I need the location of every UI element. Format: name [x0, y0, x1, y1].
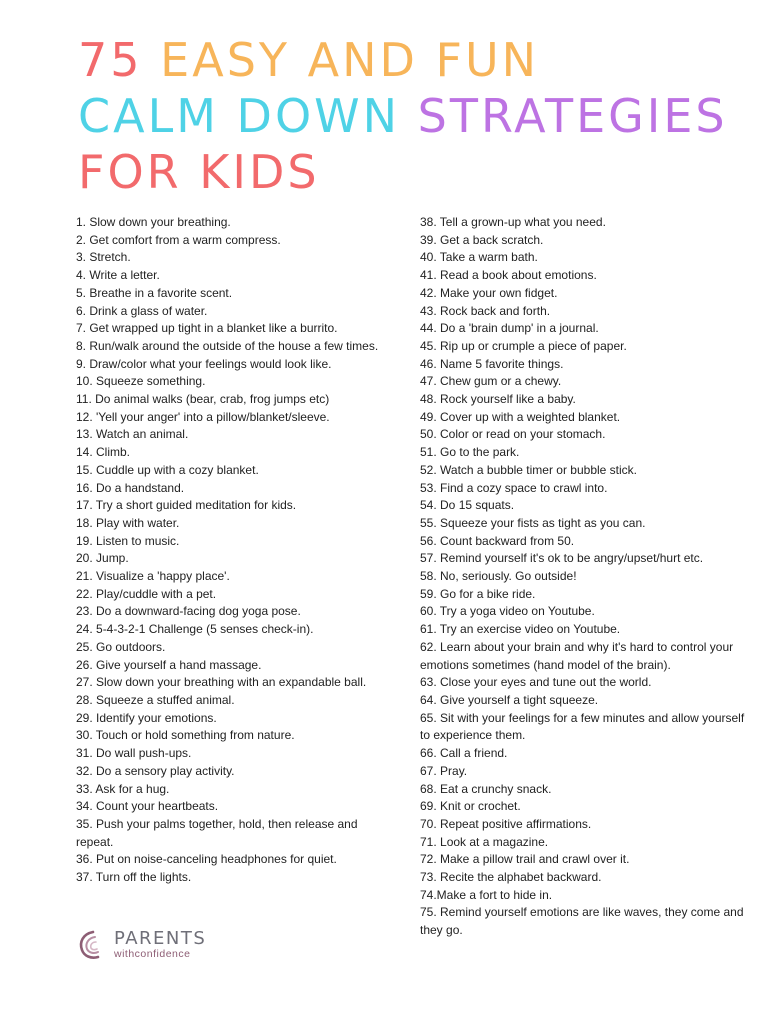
- strategy-item: 47. Chew gum or a chewy.: [420, 374, 562, 389]
- page-title: [78, 32, 728, 200]
- strategy-item: 52. Watch a bubble timer or bubble stick.: [420, 462, 637, 477]
- strategy-item: 70. Repeat positive affirmations.: [420, 816, 592, 831]
- strategy-item: 18. Play with water.: [76, 515, 180, 530]
- strategy-item: 22. Play/cuddle with a pet.: [76, 586, 217, 601]
- strategy-item: 51. Go to the park.: [420, 445, 520, 460]
- strategy-item: 61. Try an exercise video on Youtube.: [420, 622, 621, 637]
- strategy-item: 30. Touch or hold something from nature.: [76, 728, 295, 743]
- strategy-item: 57. Remind yourself it's ok to be angry/upset/hurt etc.: [420, 551, 704, 566]
- strategy-item: 45. Rip up or crumple a piece of paper.: [420, 338, 627, 353]
- strategy-item: 31. Do wall push-ups.: [76, 746, 192, 761]
- title-number: 75: [78, 33, 143, 87]
- strategy-item: 34. Count your heartbeats.: [76, 799, 219, 814]
- strategy-item: 16. Do a handstand.: [76, 480, 185, 495]
- strategy-item: 63. Close your eyes and tune out the world.: [420, 675, 652, 690]
- strategy-item: 43. Rock back and forth.: [420, 303, 551, 318]
- strategy-item: 67. Pray.: [420, 763, 468, 778]
- strategy-item: 56. Count backward from 50.: [420, 533, 575, 548]
- strategy-item: 41. Read a book about emotions.: [420, 268, 597, 283]
- strategy-item: 38. Tell a grown-up what you need.: [420, 215, 606, 229]
- strategy-item: 64. Give yourself a tight squeeze.: [420, 692, 599, 707]
- strategy-item: 4. Write a letter.: [76, 268, 160, 283]
- strategy-list-left: [76, 214, 394, 887]
- strategy-item: 54. Do 15 squats.: [420, 498, 515, 513]
- strategy-item: 9. Draw/color what your feelings would look like.: [76, 356, 332, 371]
- strategy-item: 20. Jump.: [76, 551, 129, 566]
- strategy-item: 50. Color or read on your stomach.: [420, 427, 606, 442]
- title-strategies: STRATEGIES: [417, 89, 728, 143]
- title-line-2: [78, 88, 728, 144]
- strategy-item: 8. Run/walk around the outside of the house a few times.: [76, 338, 379, 353]
- strategy-item: 23. Do a downward-facing dog yoga pose.: [76, 604, 301, 619]
- parents-logo-swirl-icon: [76, 928, 106, 962]
- strategy-item: 29. Identify your emotions.: [76, 710, 217, 725]
- strategy-item: 15. Cuddle up with a cozy blanket.: [76, 462, 259, 477]
- strategy-item: 55. Squeeze your fists as tight as you can.: [420, 515, 646, 530]
- strategy-item: 33. Ask for a hug.: [76, 781, 170, 796]
- strategy-item: 74.Make a fort to hide in.: [420, 887, 553, 902]
- strategy-item: 25. Go outdoors.: [76, 639, 166, 654]
- parents-with-confidence-logo: [76, 928, 206, 962]
- strategy-item: 24. 5-4-3-2-1 Challenge (5 senses check-in).: [76, 622, 314, 637]
- strategy-item: 32. Do a sensory play activity.: [76, 763, 235, 778]
- strategy-item: 49. Cover up with a weighted blanket.: [420, 409, 621, 424]
- strategy-item: 11. Do animal walks (bear, crab, frog jumps etc): [76, 392, 330, 407]
- strategy-item: 14. Climb.: [76, 445, 131, 460]
- strategy-item: 66. Call a friend.: [420, 746, 508, 761]
- strategy-item: 68. Eat a crunchy snack.: [420, 781, 552, 796]
- strategy-item: 19. Listen to music.: [76, 533, 180, 548]
- title-line-1: [78, 32, 728, 88]
- strategy-item: 27. Slow down your breathing with an expandable ball.: [76, 675, 367, 690]
- strategy-item: 10. Squeeze something.: [76, 374, 206, 389]
- strategy-item: 65. Sit with your feelings for a few minutes and allow yourself to experience them.: [420, 710, 745, 743]
- strategy-item: 39. Get a back scratch.: [420, 232, 544, 247]
- strategy-item: 2. Get comfort from a warm compress.: [76, 232, 281, 247]
- strategy-item: 1. Slow down your breathing.: [76, 215, 231, 229]
- strategy-item: 62. Learn about your brain and why it's hard to control your emotions sometimes (hand model of the brain).: [420, 639, 734, 672]
- logo-tagline-text: withconfidence: [114, 948, 191, 960]
- strategy-item: 36. Put on noise-canceling headphones for quiet.: [76, 852, 337, 867]
- strategy-item: 73. Recite the alphabet backward.: [420, 870, 602, 885]
- logo-brand-text: PARENTS: [114, 928, 207, 949]
- title-calm-down: CALM DOWN: [78, 89, 401, 143]
- strategy-item: 53. Find a cozy space to crawl into.: [420, 480, 608, 495]
- strategy-item: 26. Give yourself a hand massage.: [76, 657, 262, 672]
- strategy-item: 42. Make your own fidget.: [420, 285, 558, 300]
- strategy-item: 17. Try a short guided meditation for kids.: [76, 498, 297, 513]
- strategy-item: 71. Look at a magazine.: [420, 834, 549, 849]
- strategy-item: 46. Name 5 favorite things.: [420, 356, 564, 371]
- strategy-item: 72. Make a pillow trail and crawl over it.: [420, 852, 630, 867]
- strategy-list-right: [420, 214, 750, 940]
- strategy-item: 28. Squeeze a stuffed animal.: [76, 692, 235, 707]
- strategy-item: 13. Watch an animal.: [76, 427, 189, 442]
- strategy-item: 69. Knit or crochet.: [420, 799, 521, 814]
- strategy-item: 60. Try a yoga video on Youtube.: [420, 604, 595, 619]
- strategy-item: 12. 'Yell your anger' into a pillow/blanket/sleeve.: [76, 409, 330, 424]
- title-line-3: [78, 144, 728, 200]
- strategy-item: 7. Get wrapped up tight in a blanket like a burrito.: [76, 321, 338, 336]
- strategy-item: 37. Turn off the lights.: [76, 870, 192, 885]
- title-easy-fun: EASY AND FUN: [160, 33, 540, 87]
- title-for-kids: FOR KIDS: [78, 145, 320, 199]
- strategy-item: 21. Visualize a 'happy place'.: [76, 569, 230, 584]
- strategy-item: 40. Take a warm bath.: [420, 250, 538, 265]
- strategy-item: 6. Drink a glass of water.: [76, 303, 208, 318]
- strategy-item: 58. No, seriously. Go outside!: [420, 569, 577, 584]
- strategy-item: 5. Breathe in a favorite scent.: [76, 285, 233, 300]
- strategy-item: 48. Rock yourself like a baby.: [420, 392, 576, 407]
- strategy-item: 59. Go for a bike ride.: [420, 586, 536, 601]
- strategy-item: 75. Remind yourself emotions are like waves, they come and they go.: [420, 905, 744, 938]
- strategy-item: 44. Do a 'brain dump' in a journal.: [420, 321, 599, 336]
- strategy-item: 3. Stretch.: [76, 250, 131, 265]
- strategy-item: 35. Push your palms together, hold, then release and repeat.: [76, 816, 358, 849]
